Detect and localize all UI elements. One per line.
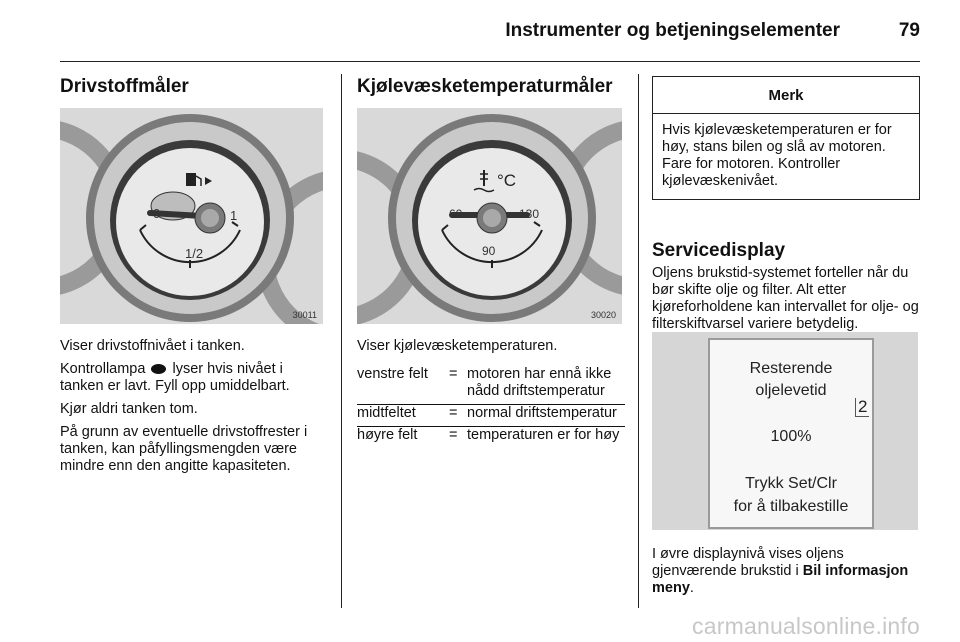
page-header-title: Instrumenter og betjeningselementer bbox=[505, 20, 840, 41]
fuel-gauge-illustration bbox=[60, 108, 323, 324]
fuel-gauge-paragraph-2-start: Kontrollampa bbox=[60, 361, 146, 377]
definition-term: høyre felt bbox=[357, 427, 418, 443]
service-display-paragraph-2 bbox=[652, 546, 922, 597]
definition-description: motoren har ennå ikke nådd driftstemperatur bbox=[467, 366, 612, 399]
coolant-gauge-figure bbox=[357, 108, 622, 324]
fuel-gauge-label-half: 1/2 bbox=[185, 246, 204, 261]
definition-term: venstre felt bbox=[357, 366, 428, 382]
service-display-paragraph-2-end: . bbox=[689, 580, 694, 596]
column-fuel-gauge bbox=[60, 76, 326, 98]
column-coolant-gauge bbox=[357, 76, 627, 98]
service-display-paragraph-1: Oljens brukstid-systemet forteller når du bør skifte olje og filter. Alt etter kjøreforholdene kan intervallet for olje- og filterskiftvarsel variere betydelig. bbox=[652, 265, 919, 332]
service-display-screen bbox=[708, 338, 874, 529]
coolant-gauge-label-130: 130 bbox=[519, 207, 540, 221]
service-display-paragraph-2-start: I øvre displaynivå vises oljens gjenværende brukstid i bbox=[652, 546, 844, 579]
display-line-1: Resterende bbox=[749, 360, 833, 377]
note-box bbox=[652, 76, 920, 200]
fuel-gauge-figure bbox=[60, 108, 323, 324]
column-divider-2 bbox=[638, 74, 639, 608]
display-oil-life-value: 100% bbox=[770, 428, 812, 445]
fuel-gauge-label-full: 1 bbox=[230, 208, 238, 223]
coolant-gauge-label-90: 90 bbox=[482, 244, 496, 258]
definition-description: temperaturen er for høy bbox=[467, 427, 620, 443]
service-display-section bbox=[652, 240, 922, 339]
fuel-gauge-paragraph-2-end: lyser hvis nivået i tanken er lavt. Fyll opp umiddelbart. bbox=[60, 361, 290, 394]
service-display-menu-name: Bil informasjon meny bbox=[652, 563, 909, 596]
coolant-gauge-paragraph-1: Viser kjølevæsketemperaturen. bbox=[357, 338, 558, 354]
watermark: carmanualsonline.info bbox=[692, 613, 920, 639]
fuel-gauge-paragraph-2 bbox=[60, 361, 328, 395]
coolant-gauge-text bbox=[357, 338, 627, 448]
fuel-gauge-text bbox=[60, 338, 328, 481]
definition-row bbox=[357, 427, 625, 449]
definition-row bbox=[357, 361, 625, 405]
display-page-index: 2 bbox=[855, 398, 869, 417]
display-line-4: for å tilbakestille bbox=[733, 498, 849, 515]
fuel-warning-lamp-icon bbox=[151, 364, 166, 374]
definition-description: normal driftstemperatur bbox=[467, 405, 617, 421]
column-divider-1 bbox=[341, 74, 342, 608]
coolant-gauge-label-60: 60 bbox=[449, 207, 463, 221]
definition-separator: = bbox=[449, 427, 458, 443]
definition-row bbox=[357, 405, 625, 427]
coolant-gauge-unit: °C bbox=[497, 171, 517, 190]
coolant-gauge-illustration bbox=[357, 108, 622, 324]
figure-number-coolant: 30020 bbox=[590, 310, 616, 320]
page-header bbox=[60, 0, 920, 62]
page-number: 79 bbox=[898, 20, 920, 41]
fuel-gauge-paragraph-1: Viser drivstoffnivået i tanken. bbox=[60, 338, 245, 354]
section-heading-service-display: Servicedisplay bbox=[652, 240, 786, 261]
note-title: Merk bbox=[653, 77, 919, 114]
figure-number-fuel: 30011 bbox=[292, 310, 317, 320]
fuel-gauge-paragraph-4: På grunn av eventuelle drivstoffrester i tanken, kan påfyllingsmengden være mindre enn den angitte kapasiteten. bbox=[60, 424, 308, 474]
fuel-gauge-label-empty: 0 bbox=[153, 206, 161, 221]
section-heading-coolant-gauge: Kjølevæsketemperaturmåler bbox=[357, 76, 613, 97]
definition-separator: = bbox=[449, 405, 458, 421]
definition-separator: = bbox=[449, 366, 458, 382]
fuel-gauge-paragraph-3: Kjør aldri tanken tom. bbox=[60, 401, 198, 417]
display-line-2: oljelevetid bbox=[755, 382, 827, 399]
display-line-3: Trykk Set/Clr bbox=[745, 475, 837, 492]
definition-term: midtfeltet bbox=[357, 405, 416, 421]
coolant-definition-table bbox=[357, 361, 625, 448]
section-heading-fuel-gauge: Drivstoffmåler bbox=[60, 76, 189, 97]
service-display-figure bbox=[652, 332, 918, 530]
note-text: Hvis kjølevæsketemperaturen er for høy, stans bilen og slå av motoren. Fare for motoren. Kontroller kjølevæskenivået. bbox=[662, 122, 892, 189]
service-display-text-2 bbox=[652, 546, 922, 603]
